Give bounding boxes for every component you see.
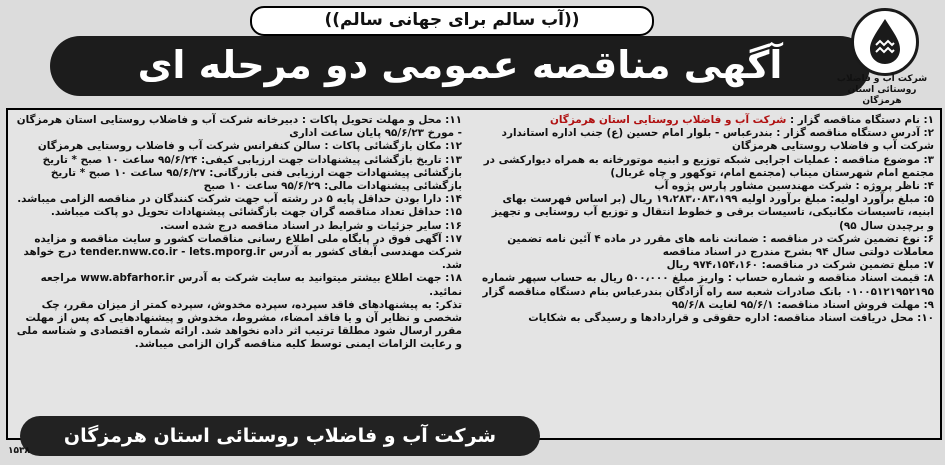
item-7: ۷: مبلغ تضمین شرکت در مناقصه: ۹۷۴،۱۵۴،۱۶۰ ریال [666,259,934,272]
item-11: ۱۱: محل و مهلت تحویل پاکات : دبیرخانه شرکت آب و فاضلاب روستایی استان هرمزگان - مورخ ۹۵/۶/۲۳ پایان ساعت اداری [16,114,462,140]
item-6: ۶: نوع تضمین شرکت در مناقصه : ضمانت نامه های مقرر در ماده ۴ آئین نامه تضمین معاملات دولتی سال ۹۴ بشرح مندرج در اسناد مناقصه [507,232,934,259]
item-10: ۱۰: محل دریافت اسناد مناقصه: اداره حقوقی و قراردادها و رسیدگی به شکایات [528,312,934,325]
advertisement-body [6,108,942,440]
item-1-label: ۱: نام دستگاه مناقصه گزار : [786,114,934,126]
item-16: ۱۶: سایر جزئیات و شرایط در اسناد مناقصه درج شده است. [159,219,462,232]
right-column [482,114,934,325]
item-15: ۱۵: حداقل تعداد مناقصه گران جهت بازگشائی پیشنهادات تحویل دو پاکت میباشد. [50,206,462,219]
item-8: ۸: قیمت اسناد مناقصه و شماره حساب : واریز مبلغ ۵۰۰،۰۰۰ ریال به حساب سپهر شماره ۰۱۰۰۵۱۲۱۹۵۲۱۹۵ بانک صادرات شعبه سه راه آزادگان بندرعباس بنام دستگاه مناقصه گزار [482,272,934,298]
company-logo [827,8,937,106]
note: تذکر: به پیشنهادهای فاقد سپرده، سپرده مخدوش، سپرده کمتر از میزان مقرر، چک شخصی و نظایر آن و یا فاقد امضاء، مشروط، مخدوش و پیشنهادهایی که پس از مهلت مقرر ارسال شود مطلقا ترتیب اثر داده نخواهد شد. ارائه شماره اقتصادی و شناسه ملی و رعایت الزامات ایمنی توسط کلیه مناقصه گران الزامی میباشد. [16,298,462,351]
item-14: ۱۴: دارا بودن حداقل پایه ۵ در رشته آب جهت شرکت کنندگان در مناقصه الزامی میباشد. [17,193,462,206]
logo-caption: شرکت آب و فاضلاب روستائی استان هرمزگان [836,74,928,106]
left-column [14,114,462,352]
item-4: ۴: ناظر پروژه : شرکت مهندسین مشاور پارس پژوه آب [654,180,934,193]
item-1 [482,114,934,127]
item-1-organization: شرکت آب و فاضلاب روستایی استان هرمزگان [550,114,787,126]
footer-organization-banner: شرکت آب و فاضلاب روستائی استان هرمزگان [20,416,540,456]
water-drop-emblem-icon [851,8,919,76]
item-18: ۱۸: جهت اطلاع بیشتر میتوانید به سایت شرکت به آدرس www.abfarhor.ir مراجعه نمائید. [40,272,462,298]
item-12: ۱۲: مکان بازگشائی پاکات : سالن کنفرانس شرکت آب و فاضلاب روستایی هرمزگان [37,140,462,153]
page-title: آگهی مناقصه عمومی دو مرحله ای [50,36,870,96]
item-5: ۵: مبلغ برآورد اولیه: مبلغ برآورد اولیه ۱۹،۲۸۳،۰۸۳،۱۹۹ ریال (بر اساس فهرست بهای ابنیه، تاسیسات مکانیکی، تاسیسات برقی و خطوط انتقال و توزیع آب روستایی و تجهیز و برچیدن سال ۹۵) [491,193,934,232]
item-17: ۱۷: آگهی فوق در پایگاه ملی اطلاع رسانی مناقصات کشور و سایت مناقصه و مزایده شرکت مهندسی آبفای کشور به آدرس tender.nww.co.ir - lets.mporg.ir درج خواهد شد. [23,232,462,272]
item-9: ۹: مهلت فروش اسناد مناقصه: ۹۵/۶/۱ لغایت ۹۵/۶/۸ [671,298,934,311]
page-number: ۱۵۳۸ [8,446,30,456]
item-2: ۲: آدرس دستگاه مناقصه گزار : بندرعباس - بلوار امام حسین (ع) جنب اداره استاندارد شرکت آب و فاضلاب روستایی هرمزگان [501,127,934,153]
item-3: ۳: موضوع مناقصه : عملیات اجرایی شبکه توزیع و ابنیه موتورخانه به همراه دیوارکشی در مجتمع امام شهرستان میناب (مجتمع امام، توکهور و چاه غربال) [483,153,934,179]
item-13: ۱۳: تاریخ بازگشائی پیشنهادات جهت ارزیابی کیفی: ۹۵/۶/۲۴ ساعت ۱۰ صبح * تاریخ بازگشائی پیشنهادات جهت ارزیابی فنی بازرگانی: ۹۵/۶/۲۷ ساعت ۱۰ صبح * تاریخ بازگشائی پیشنهادات مالی: ۹۵/۶/۲۹ ساعت ۱۰ صبح [42,153,462,193]
slogan-banner: ((آب سالم برای جهانی سالم)) [250,6,654,36]
